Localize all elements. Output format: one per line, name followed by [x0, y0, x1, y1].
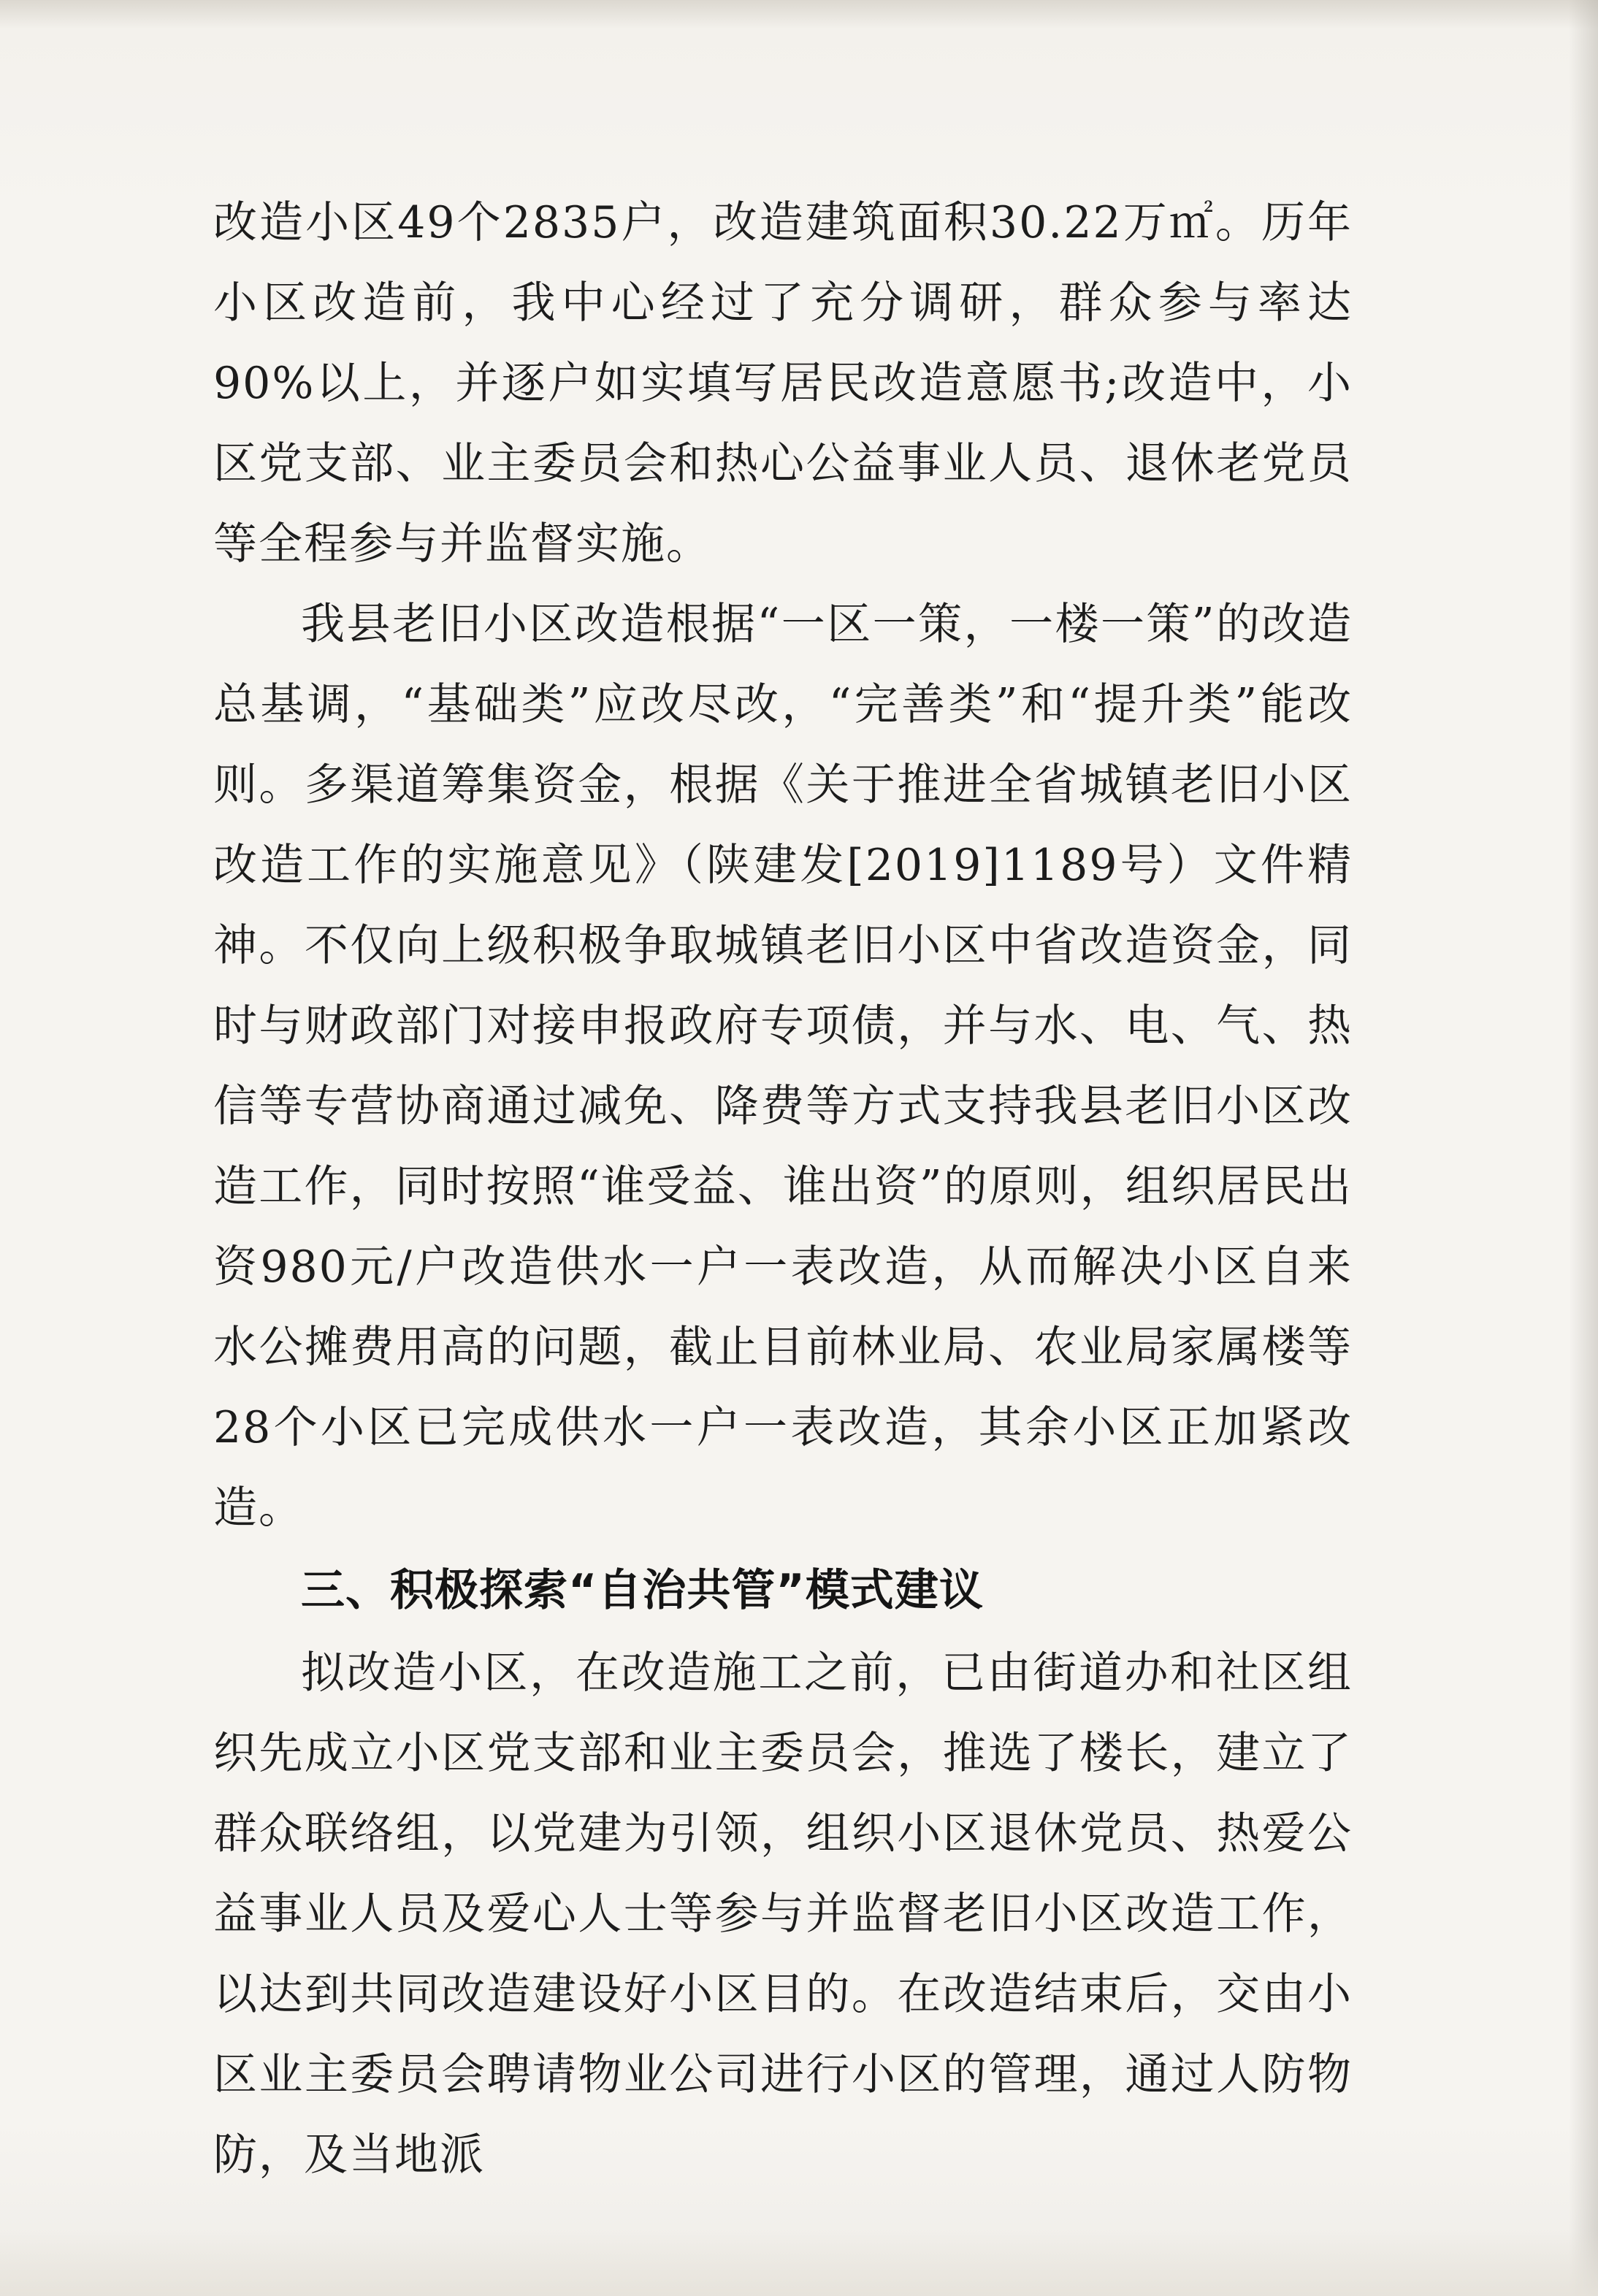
paragraph-funding: 我县老旧小区改造根据“一区一策，一楼一策”的改造总基调，“基础类”应改尽改，“完善类”和“提升类”能改则。多渠道筹集资金，根据《关于推进全省城镇老旧小区改造工作的实施意见》（陕建发[2019]1189号）文件精神。不仅向上级积极争取城镇老旧小区中省改造资金，同时与财政部门对接申报政府专项债，并与水、电、气、热信等专营协商通过减免、降费等方式支持我县老旧小区改造工作，同时按照“谁受益、谁出资”的原则，组织居民出资980元/户改造供水一户一表改造，从而解决小区自来水公摊费用高的问题，截止目前林业局、农业局家属楼等28个小区已完成供水一户一表改造，其余小区正加紧改造。 — [213, 599, 1353, 1534]
page-bottom-edge — [0, 2230, 1598, 2296]
paragraph-self-governance: 拟改造小区，在改造施工之前，已由街道办和社区组织先成立小区党支部和业主委员会，推选了楼长，建立了群众联络组，以党建为引领，组织小区退休党员、热爱公益事业人员及爱心人士等参与并监督老旧小区改造工作，以达到共同改造建设好小区目的。在改造结束后，交由小区业主委员会聘请物业公司进行小区的管理，通过人防物防，及当地派 — [213, 1648, 1353, 2181]
page-shadow — [1569, 0, 1598, 2296]
paragraph-continued: 改造小区49个2835户，改造建筑面积30.22万㎡。历年小区改造前，我中心经过了充分调研，群众参与率达90%以上，并逐户如实填写居民改造意愿书;改造中，小区党支部、业主委员会和热心公益事业人员、退休老党员等全程参与并监督实施。 — [213, 197, 1353, 570]
document-body — [213, 183, 1353, 2195]
section-heading: 三、积极探索“自治共管”模式建议 — [301, 1565, 984, 1616]
